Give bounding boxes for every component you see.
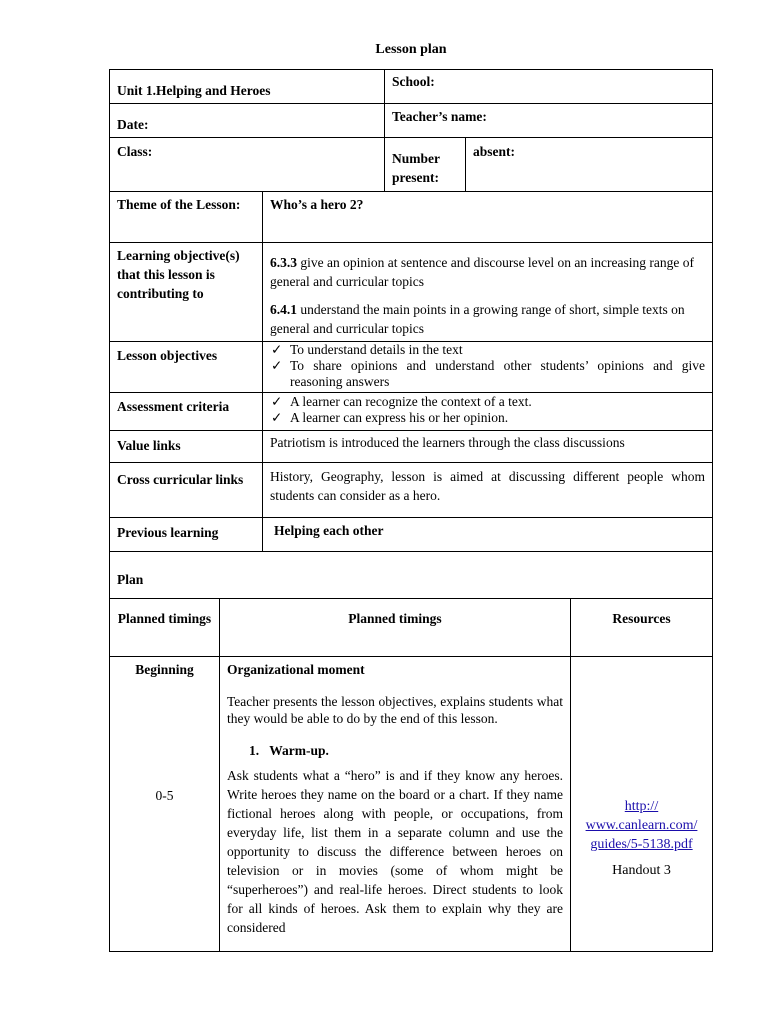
- absent-label: absent:: [473, 144, 516, 159]
- check-item: ✓ To understand details in the text: [270, 342, 705, 358]
- lesson-objectives-list: [263, 342, 712, 395]
- previous-learning-value: Helping each other: [274, 523, 384, 538]
- objective-code: 6.3.3: [270, 255, 297, 270]
- cross-curricular-text: History, Geography, lesson is aimed at discussing different people whom students can consider as a hero.: [270, 469, 705, 503]
- stage-name: Beginning: [135, 662, 194, 677]
- warmup-text: Ask students what a “hero” is and if they know any heroes. Write heroes they name on the board or a chart. If they name fictional heroes along with people, or occupations, from everyday life, list them in a separate column and use the opportunity to discuss the difference between heroes on television or in movies (some of whom might be “superheroes”) and real-life heroes. Direct students to look for all kinds of heroes. Ask them to explain why they are considered: [227, 768, 563, 935]
- assessment-label: Assessment criteria: [117, 399, 230, 414]
- warmup-heading: [227, 741, 563, 760]
- stage-time: 0-5: [155, 788, 174, 803]
- teacher-label: Teacher’s name:: [392, 109, 487, 124]
- col-header-resources: Resources: [612, 611, 671, 626]
- table-border: [712, 69, 713, 952]
- school-label: School:: [392, 74, 435, 89]
- handout-label: Handout 3: [612, 863, 671, 878]
- number-present-label: Number present:: [392, 151, 440, 185]
- resources-cell: [571, 792, 712, 885]
- table-border: [109, 598, 713, 599]
- check-item: ✓ A learner can express his or her opinion.: [270, 410, 705, 426]
- lesson-objectives-label: Lesson objectives: [117, 348, 218, 363]
- assessment-list: [263, 394, 712, 431]
- cross-curricular-label: Cross curricular links: [117, 472, 244, 487]
- learning-objective-item: [263, 295, 712, 343]
- resource-link-part: guides/5-5138.pdf: [590, 837, 693, 852]
- check-item: ✓ A learner can recognize the context of a text.: [270, 394, 705, 410]
- col-header-timings: Planned timings: [117, 611, 212, 626]
- check-item: ✓ To share opinions and understand other students’ opinions and give reasoning answers: [270, 358, 705, 390]
- col-header-activities: Planned timings: [348, 611, 442, 626]
- value-links-label: Value links: [117, 438, 181, 453]
- objective-text: understand the main points in a growing range of short, simple texts on general and curricular topics: [270, 302, 685, 336]
- plan-label: Plan: [117, 572, 144, 587]
- previous-learning-label: Previous learning: [117, 525, 219, 540]
- learning-objective-item: [263, 248, 712, 296]
- theme-label: Theme of the Lesson:: [117, 197, 241, 212]
- objective-code: 6.4.1: [270, 302, 297, 317]
- resource-link-part: www.canlearn.com/: [585, 818, 698, 833]
- learning-objectives-label: Learning objective(s) that this lesson is contributing to: [117, 248, 240, 301]
- activities-cell: [220, 655, 570, 942]
- warmup-title: Warm-up.: [269, 743, 329, 758]
- class-label: Class:: [117, 144, 153, 159]
- theme-value: Who’s a hero 2?: [270, 197, 364, 212]
- date-label: Date:: [117, 117, 149, 132]
- org-moment-text: Teacher presents the lesson objectives, explains students what they would be able to do by the end of this lesson.: [227, 694, 563, 726]
- org-moment-title: Organizational moment: [227, 662, 365, 677]
- unit-title: Unit 1.Helping and Heroes: [117, 83, 271, 98]
- objective-text: give an opinion at sentence and discourse level on an increasing range of general and curricular topics: [270, 255, 694, 289]
- value-links-text: Patriotism is introduced the learners through the class discussions: [270, 435, 625, 450]
- warmup-number: 1.: [249, 743, 260, 758]
- resource-link[interactable]: [586, 799, 698, 852]
- page-title: Lesson plan: [375, 42, 447, 57]
- resource-link-part: http://: [624, 799, 659, 814]
- table-border: [570, 598, 571, 951]
- table-border: [109, 551, 713, 552]
- table-border: [109, 951, 713, 952]
